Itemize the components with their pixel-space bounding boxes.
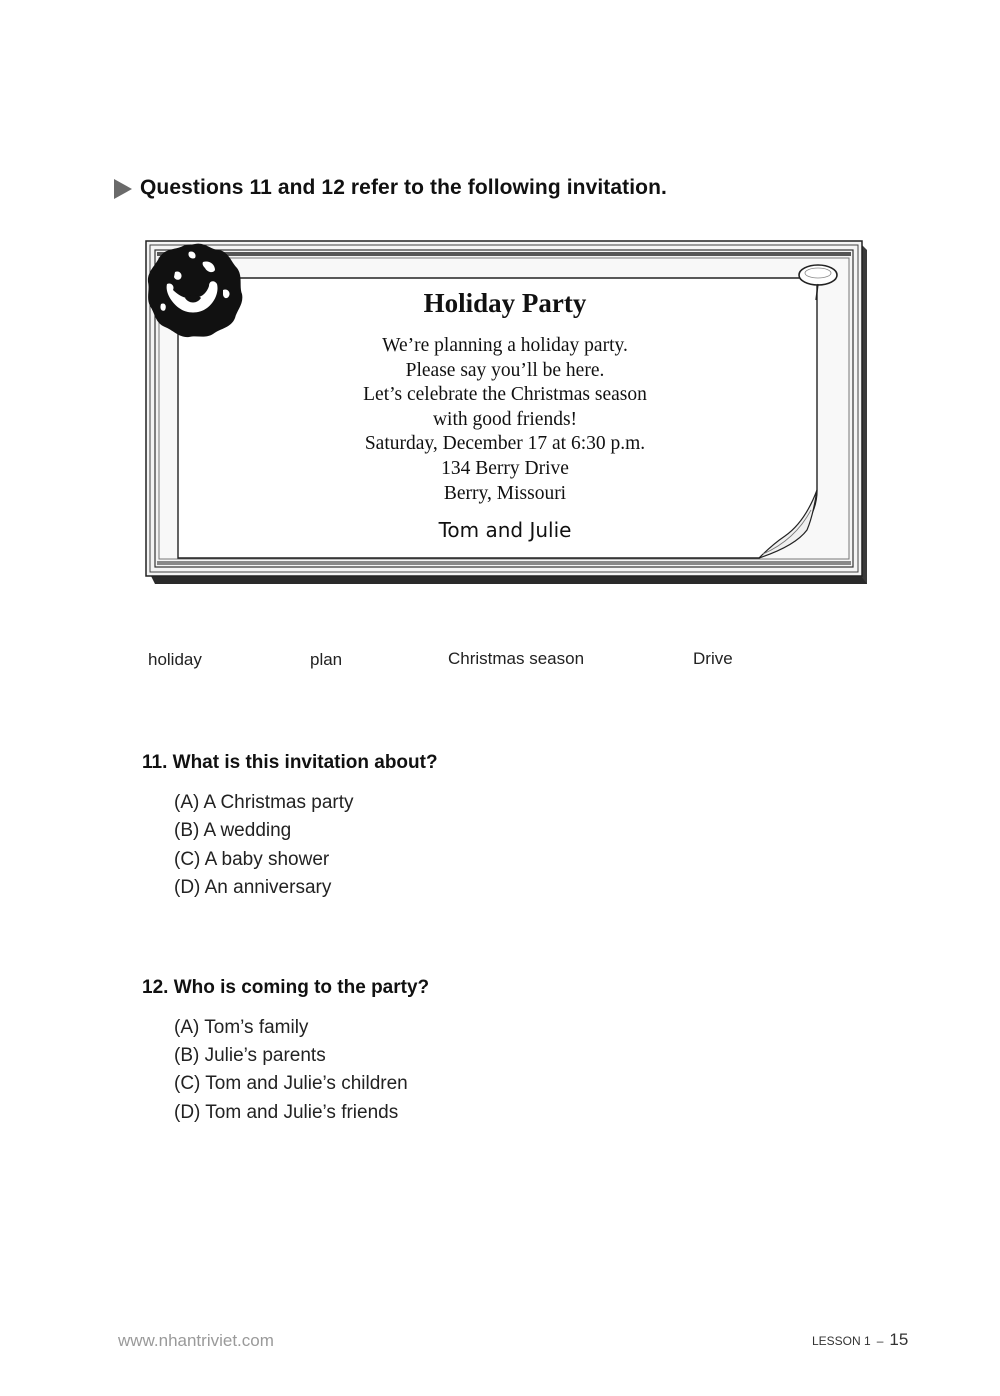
question-11: 11. What is this invitation about? (142, 752, 438, 773)
answer-option: (C) A baby shower (174, 849, 330, 870)
footer-page-label (812, 1330, 908, 1350)
vocab-word: Drive (693, 649, 733, 668)
answer-option: (C) Tom and Julie’s children (174, 1073, 408, 1094)
page-number: 15 (889, 1330, 909, 1349)
answer-option: (B) Julie’s parents (174, 1045, 326, 1066)
answer-option: (D) Tom and Julie’s friends (174, 1102, 399, 1123)
page-separator: – (876, 1334, 884, 1348)
invitation-board (145, 240, 867, 584)
section-heading-text: Questions 11 and 12 refer to the following invitation. (140, 176, 667, 199)
section-heading (114, 172, 667, 204)
vocab-word: holiday (148, 650, 202, 669)
invitation-line: 134 Berry Drive (441, 458, 569, 479)
answer-option: (A) A Christmas party (174, 792, 354, 813)
play-arrow-icon (114, 179, 132, 199)
answer-option: (D) An anniversary (174, 877, 332, 898)
invitation-line: We’re planning a holiday party. (382, 335, 628, 356)
wreath-icon (145, 240, 245, 340)
question-12: 12. Who is coming to the party? (142, 977, 430, 998)
invitation-title: Holiday Party (423, 288, 587, 318)
invitation-line: with good friends! (432, 408, 578, 430)
invitation-line: Please say you’ll be here. (405, 359, 605, 381)
vocab-word: plan (310, 650, 343, 669)
invitation-line: Let’s celebrate the Christmas season (363, 384, 647, 406)
vocab-word: Christmas season (448, 649, 585, 668)
footer-website: www.nhantriviet.com (118, 1331, 274, 1350)
invitation-signature: Tom and Julie (438, 518, 572, 542)
invitation-line: Saturday, December 17 at 6:30 p.m. (364, 433, 646, 455)
answer-option: (A) Tom’s family (174, 1017, 309, 1038)
invitation-line: Berry, Missouri (443, 482, 567, 504)
lesson-label: LESSON 1 (812, 1334, 871, 1348)
answer-option: (B) A wedding (174, 820, 292, 841)
